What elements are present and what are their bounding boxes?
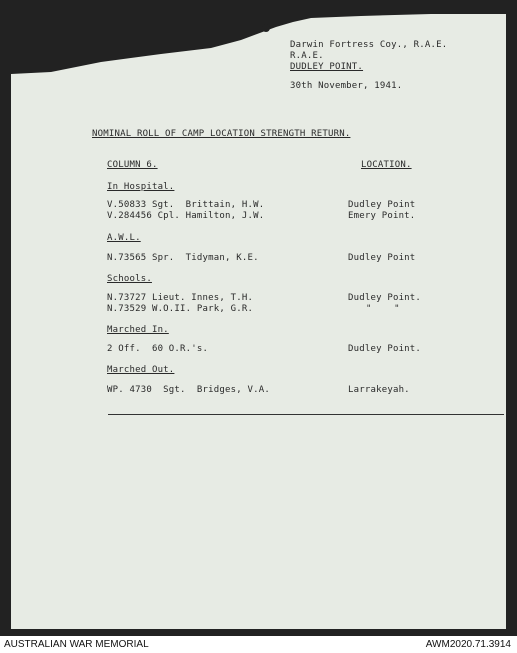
roll-location: Dudley Point [348, 200, 416, 210]
roll-entry: N.73727 Lieut. Innes, T.H. [107, 293, 254, 303]
document-page [11, 12, 506, 629]
section-heading: Schools. [107, 274, 152, 284]
ditto-marks: " " [366, 304, 400, 314]
section-heading: Marched Out. [107, 365, 175, 375]
location-column-label: LOCATION. [361, 160, 412, 170]
column-label: COLUMN 6. [107, 160, 158, 170]
archive-reference: AWM2020.71.3914 [425, 639, 511, 650]
roll-entry: V.284456 Cpl. Hamilton, J.W. [107, 211, 265, 221]
archive-name: AUSTRALIAN WAR MEMORIAL [4, 639, 149, 650]
document-date: 30th November, 1941. [290, 81, 403, 91]
closing-rule [108, 414, 504, 415]
document-title: NOMINAL ROLL OF CAMP LOCATION STRENGTH RETURN. [92, 129, 351, 139]
roll-entry: N.73565 Spr. Tidyman, K.E. [107, 253, 259, 263]
punch-hole [262, 24, 270, 32]
roll-entry: N.73529 W.O.II. Park, G.R. [107, 304, 254, 314]
section-heading: A.W.L. [107, 233, 141, 243]
section-heading: In Hospital. [107, 182, 175, 192]
roll-location: Emery Point. [348, 211, 416, 221]
roll-location: Dudley Point [348, 253, 416, 263]
roll-location: Dudley Point. [348, 344, 422, 354]
unit-abbrev: R.A.E. [290, 51, 324, 61]
unit-name: Darwin Fortress Coy., R.A.E. [290, 40, 448, 50]
roll-location: Dudley Point. [348, 293, 422, 303]
location-heading: DUDLEY POINT. [290, 62, 364, 72]
roll-entry: V.50833 Sgt. Brittain, H.W. [107, 200, 265, 210]
roll-entry: WP. 4730 Sgt. Bridges, V.A. [107, 385, 270, 395]
roll-location: Larrakeyah. [348, 385, 410, 395]
section-heading: Marched In. [107, 325, 169, 335]
roll-entry: 2 Off. 60 O.R.'s. [107, 344, 209, 354]
